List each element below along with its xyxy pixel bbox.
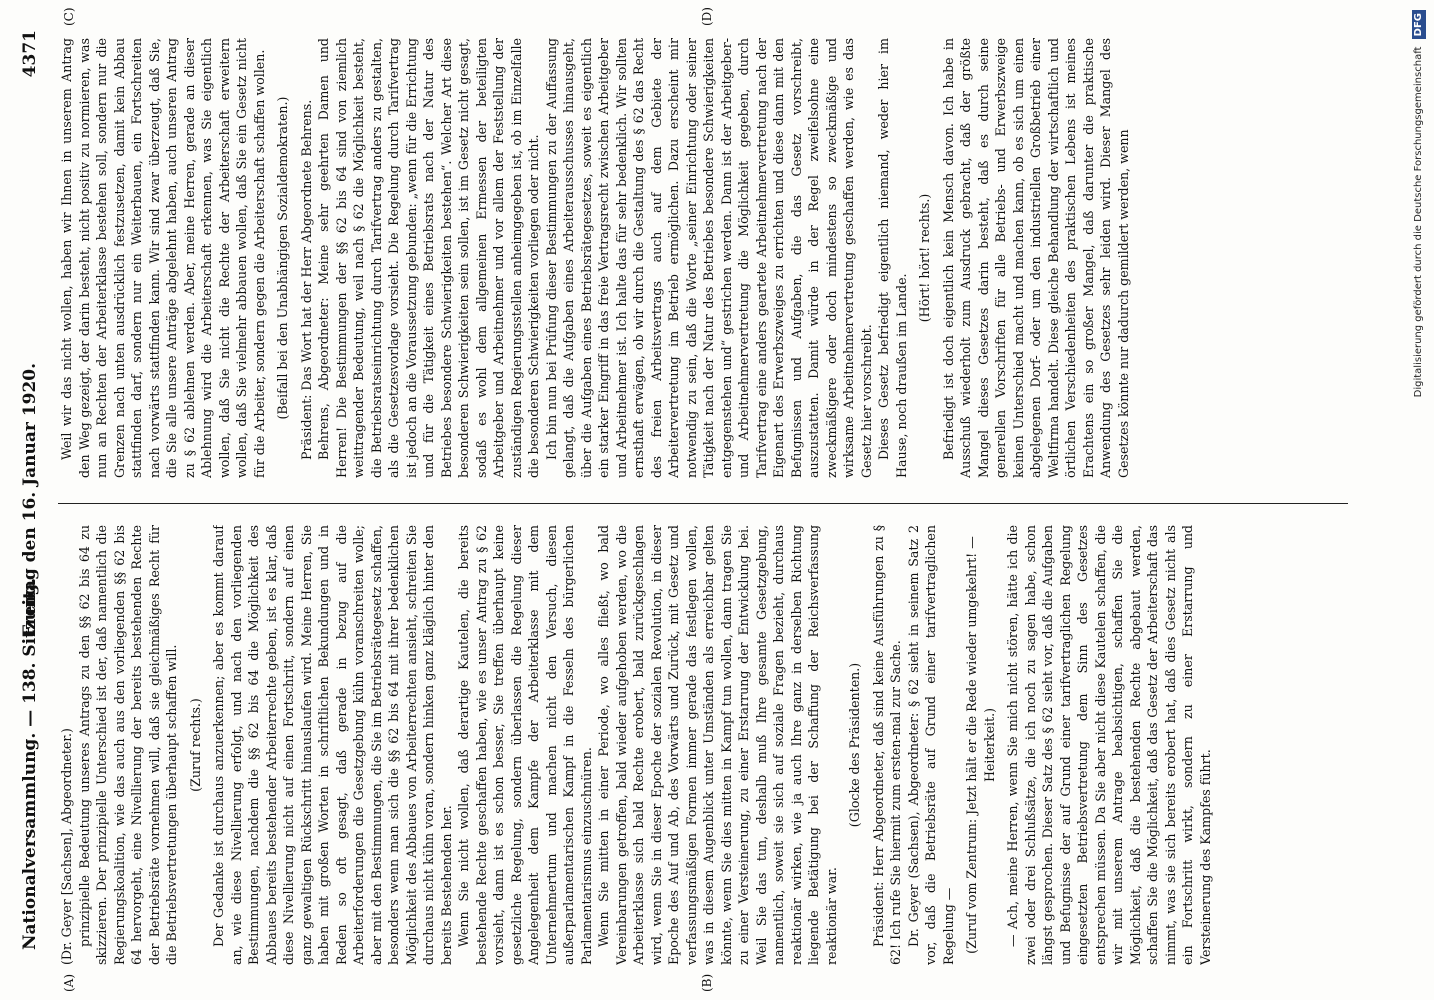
paragraph: — Ach, meine Herren, wenn Sie mich nicht stören, hätte ich die zwei oder drei Schlußsätze, die ich noch zu sagen habe, schon längst gesprochen. Dieser Satz des § 62 sieht vor, daß die Aufgaben und Befugnisse der auf Grund einer tarifvertraglichen Regelung eingesetzten Betriebsvertretung dem Sinn des Gesetzes entsprechen müssen. Da Sie aber nicht diese Kautelen schaffen, die wir mit unserem Antrage beabsichtigen, schaffen Sie die Möglichkeit, daß die bestehenden Rechte abgebaut werden, schaffen Sie die Möglichkeit, daß das Gesetz der Arbeiterschaft das nimmt, was sie sich bereits erobert hat, daß dies Gesetz nicht als ein Fortschritt wirkt, sondern zu einer Erstarrung und Versteinerung des Kampfes führt. <box>1005 525 1213 965</box>
margin-mark-b: (B) <box>700 973 714 992</box>
dfg-logo: DFG <box>1412 10 1426 39</box>
paragraph: Behrens, Abgeordneter: Meine sehr geehrten Damen und Herren! Die Bestimmungen der §§ 62 bis 64 sind von ziemlich weittragender Bedeutung, weil nach § 62 die Möglichkeit besteht, die Betriebsratseinrichtung durch Tarifvertrag anders zu gestalten, als die Gesetzesvorlage vorsieht. Die Regelung durch Tarifvertrag ist jedoch an die Voraussetzung gebunden: „wenn für die Errichtung und für die Tätigkeit eines Betriebsrats nach der Natur des Betriebes besondere Schwierigkeiten bestehen“. Welcher Art diese besonderen Schwierigkeiten sein sollen, ist im Gesetz nicht gesagt, sodaß es wohl dem allgemeinen Ermessen der beteiligten Arbeitgeber und Arbeitnehmer und vor allem der Feststellung der zuständigen Regierungsstellen anheimgegeben ist, ob im Einzelfalle die besonderen Schwierigkeiten vorliegen oder nicht. <box>316 38 541 478</box>
interjection: (Zuruf vom Zentrum: Jetzt hält er die Rede wieder umgekehrt! — Heiterkeit.) <box>964 536 997 954</box>
right-column <box>58 38 1348 478</box>
paragraph: Ich bin nun bei Prüfung dieser Bestimmungen zu der Auffassung gelangt, daß die Aufgaben eines Arbeiterausschusses hinausgeht, über die Aufgaben eines Betriebsrätegesetzes, soweit es eigentlich ein starker Eingriff in das freie Vertragsrecht zwischen Arbeitgeber und Arbeitnehmer ist. Ich halte das für sehr bedenklich. Wir sollten ernsthaft erwägen, ob wir durch die Gestaltung des § 62 das Recht des freien Arbeitsvertrags auch auf dem Gebiete der Arbeitervertretung im Betrieb ermöglichen. Dazu erscheint mir notwendig zu sein, daß die Worte „seiner Einrichtung oder seiner Tätigkeit nach der Natur des Betriebes besondere Schwierigkeiten entgegenstehen und“ gestrichen werden. Dann ist der Arbeitgeber- und Arbeitnehmervertretung die Möglichkeit gegeben, durch Tarifvertrag eine anders geartete Arbeitnehmervertretung nach der Eigenart des Erwerbszweiges zu errichten und diese dann mit den Befugnissen und Aufgaben, die das Gesetz vorschreibt, auszustatten. Damit würde in der Regel zweifelsohne eine zweckmäßigere oder doch mindestens so zweckmäßige und wirksame Arbeitnehmervertretung geschaffen werden, wie es das Gesetz hier vorschreibt. <box>543 38 874 478</box>
paragraph: Dr. Geyer (Sachsen), Abgeordneter: § 62 sieht in seinem Satz 2 vor, daß die Betriebsräte auf Grund einer tarifvertraglichen Regelung — <box>905 525 956 965</box>
paragraph: Präsident: Das Wort hat der Herr Abgeordnete Behrens. <box>298 99 314 460</box>
paragraph: Befriedigt ist doch eigentlich kein Mensch davon. Ich habe in Ausschuß wiederholt zum Ausdruck gebracht, daß der größte Mangel dieses Gesetzes darin besteht, daß es durch seine generellen Vorschriften für alle Betriebs- und Erwerbszweige keinen Unterschied macht und machen kann, ob es sich um einen abgelegenen Dorf- oder um den industriellen Großbetrieb einer Weltfirma handelt. Diese gleiche Behandlung der wirtschaftlich und örtlichen Verschiedenheiten des praktischen Lebens ist meines Erachtens ein so großer Mangel, daß darunter die praktische Anwendung des Gesetzes sehr leiden wird. Dieser Mangel des Gesetzes könnte nur dadurch gemildert werden, wenn <box>940 38 1131 478</box>
paragraph: Dieses Gesetz befriedigt eigentlich niemand, weder hier im Hause, noch draußen im Lande. <box>876 38 909 478</box>
interjection: (Zuruf rechts.) <box>187 698 203 792</box>
paragraph: prinzipielle Bedeutung unseres Antrags zu den §§ 62 bis 64 zu skizzieren. Der prinzipielle Unterschied ist der, daß namentlich die Regierungskoalition, wie das auch aus den vorliegenden §§ 62 bis 64 hervorgeht, eine Nivellierung der bereits bestehenden Rechte der Betriebsräte vornehmen will, daß sie gleichmäßiges Recht für die Betriebsvertretungen überhaupt schaffen will. <box>76 525 179 965</box>
paragraph: Wenn Sie nicht wollen, daß derartige Kautelen, die bereits bestehende Rechte geschaffen haben, wie es unser Antrag zu § 62 vorsieht, dann ist es schon besser, Sie treffen überhaupt keine gesetzliche Regelung, sondern überlassen die Regelung dieser Angelegenheit dem Kampfe der Arbeiterklasse mit dem Unternehmertum und machen nicht den Versuch, diesen außerparlamentarischen Kampf in die Fesseln des bürgerlichen Parlamentarismus einzuschnüren. <box>456 525 594 965</box>
paragraph: (Dr. Geyer [Sachsen], Abgeordneter.) <box>59 728 74 965</box>
digitization-credit-strip <box>1404 0 1434 1000</box>
margin-mark-c: (C) <box>62 7 76 26</box>
paragraph: Präsident: Herr Abgeordneter, daß sind keine Ausführungen zu § 62! Ich rufe Sie hiermit zum ersten-mal zur Sache. <box>870 525 903 965</box>
page-header <box>20 30 50 970</box>
interjection: (Hört! hört! rechts.) <box>917 193 932 323</box>
margin-mark-d: (D) <box>700 7 714 26</box>
column-divider <box>58 503 1348 504</box>
left-column <box>58 525 1348 965</box>
interjection: (Beifall bei den Unabhängigen Sozialdemokraten.) <box>275 96 290 420</box>
header-page-number: 4371 <box>20 30 40 78</box>
header-session: Nationalversammlung. — 138. Sitzung. <box>20 577 40 950</box>
interjection: (Glocke des Präsidenten.) <box>847 662 862 828</box>
credit-text: Digitalisierung gefördert durch die Deutsche Forschungsgemeinschaft <box>1413 46 1424 398</box>
digitization-credit <box>1404 0 1434 1000</box>
margin-mark-a: (A) <box>62 973 76 992</box>
paragraph: Wenn Sie mitten in einer Periode, wo alles fließt, wo bald Vereinbarungen getroffen, bald wieder aufgehoben werden, wo die Arbeiterklasse sich bald Rechte erobert, bald zurückgeschlagen wird, wenn Sie in dieser Epoche der sozialen Revolution, in dieser Epoche des Auf und Ab, des Vorwärts und Zurück, mit Gesetz und verfassungsmäßigen Formen immer gerade das festlegen wollen, was in diesem Augenblick unter Umständen als erreichbar gelten könnte, wenn Sie dies mitten in Kampf tun wollen, dann tragen Sie zu einer Versteinerung, zu einer Erstarrung der Entwicklung bei. Weil Sie das tun, deshalb muß Ihre gesamte Gesetzgebung, namentlich, soweit sie sich auf soziale Fragen bezieht, durchaus reaktionär wirken, wie ja auch Ihre ganz in derselben Richtung liegende Betätigung bei der Schaffung der Reichsverfassung reaktionär war. <box>596 525 839 965</box>
paragraph: Der Gedanke ist durchaus anzuerkennen; aber es kommt darauf an, wie diese Nivellierung erfolgt, und nach den vorliegenden Bestimmungen, nachdem die §§ 62 bis 64 die Möglichkeit des Abbaues bereits bestehender Arbeiterrechte geben, ist es klar, daß diese Nivellierung nicht auf einen Fortschritt, sondern auf einen ganz gewaltigen Rückschritt hinauslaufen wird. Meine Herren, Sie haben mit großen Worten in schriftlichen Bekundungen und in Reden so oft gesagt, daß gerade in bezug auf die Arbeiterforderungen die Gesetzgebung kühn voranschreiten wolle; aber mit den Bestimmungen, die Sie im Betriebsrätegesetz schaffen, besonders wenn man sich die §§ 62 bis 64 mit ihrer bedenklichen Möglichkeit des Abbaues von Arbeiterrechten ansieht, schreiten Sie durchaus nicht kühn voran, sondern hinken ganz kläglich hinter den bereits Bestehenden her. <box>211 525 454 965</box>
paragraph: Weil wir das nicht wollen, haben wir Ihnen in unserem Antrag den Weg gezeigt, der darin besteht, nicht positiv zu normieren, was nun an Rechten der Arbeiterklasse bestehen soll, sondern nur die Grenzen nach unten ausdrücklich festzusetzen, damit kein Abbau stattfinden darf, sondern nur ein Weiterbauen, ein Fortschreiten nach vorwärts stattfinden kann. Wir sind zwar überzeugt, daß Sie, die Sie alle unsere Anträge abgelehnt haben, auch unseren Antrag zu § 62 ablehnen werden. Aber, meine Herren, gerade an dieser Ablehnung wird die Arbeiterschaft erkennen, was Sie eigentlich wollen, daß Sie nicht die Rechte der Arbeiterschaft erweitern wollen, daß Sie vielmehr abbauen wollen, daß Sie ein Gesetz nicht für die Arbeiter, sondern gegen die Arbeiterschaft schaffen wollen. <box>59 38 267 478</box>
header-date: Freitag den 16. Januar 1920. <box>20 362 40 638</box>
